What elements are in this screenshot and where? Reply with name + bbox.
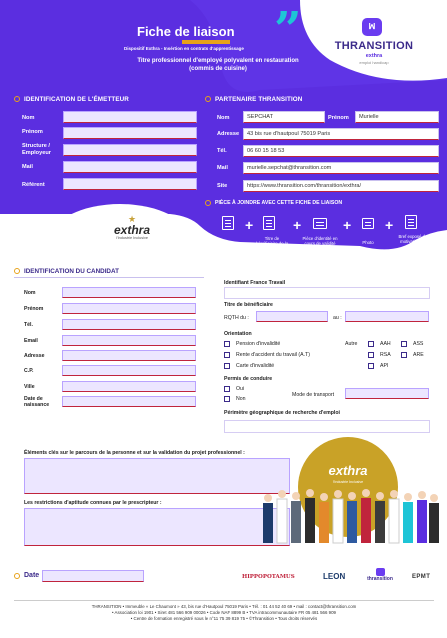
exthra-logo	[102, 214, 162, 254]
candidat-ville-input[interactable]	[62, 381, 196, 392]
partenaire-label-adresse: Adresse	[217, 131, 240, 137]
quote-mark-icon: ”	[274, 2, 302, 58]
pieces-title: PIÈCE À JOINDRE AVEC CETTE FICHE DE LIAISON	[215, 200, 343, 206]
partner-logo-thransition	[360, 568, 400, 582]
footer-line3: • Centre de formation enregistré sous le n°11 75 39 819 75 • ©Thransition • Tous droits réservés	[130, 616, 318, 621]
checkbox-permis-oui[interactable]	[224, 386, 230, 392]
emetteur-title: IDENTIFICATION DE L'ÉMETTEUR	[24, 96, 129, 103]
emetteur-mail-input[interactable]	[63, 161, 197, 173]
header-program	[120, 58, 316, 73]
emetteur-structure-input[interactable]	[63, 144, 197, 156]
program-line2: (commis de cuisine)	[189, 65, 247, 72]
orientation-aah: AAH	[380, 341, 391, 347]
partenaire-prenom-field[interactable]: Murielle	[355, 111, 439, 123]
orientation-pension: Pension d'invalidité	[236, 341, 281, 347]
checkbox-ass[interactable]	[401, 341, 407, 347]
rqth-label: RQTH du :	[224, 315, 249, 321]
partner-logo-leon: LEON	[323, 572, 346, 581]
partenaire-adresse-field[interactable]: 43 bis rue d'hautpoul 75019 Paris	[243, 128, 439, 140]
checkbox-rsa[interactable]	[368, 352, 374, 358]
partenaire-mail-field[interactable]: murielle.sepchat@thransition.com	[243, 162, 439, 174]
checkbox-carte[interactable]	[224, 363, 230, 369]
emetteur-label-nom: Nom	[22, 115, 35, 121]
emetteur-label-structure: Structure / Employeur	[22, 143, 51, 156]
checkbox-are[interactable]	[401, 352, 407, 358]
partner-thransition-text: thransition	[367, 576, 393, 582]
partenaire-label-tel: Tél.	[217, 148, 227, 154]
candidat-cp-input[interactable]	[62, 365, 196, 376]
exthra-badge-sub: l'Industrie Inclusive	[332, 480, 364, 484]
worker-figures-icon	[263, 489, 439, 543]
title-underline	[182, 40, 230, 44]
orientation-are: ARE	[413, 352, 424, 358]
candidat-nom-input[interactable]	[62, 287, 196, 298]
emetteur-label-mail: Mail	[22, 164, 33, 170]
candidat-label-adresse: Adresse	[24, 353, 45, 359]
permis-non: Non	[236, 396, 246, 402]
team-illustration	[258, 484, 444, 546]
piece-label-motivations: Bref exposé des motivations du candidat	[398, 234, 430, 249]
partner-thransition-mark-icon	[376, 568, 385, 576]
partner-logo-epmt: EPMT	[412, 574, 431, 580]
candidat-label-prenom: Prénom	[24, 306, 44, 312]
section-dot-icon	[14, 96, 20, 102]
emetteur-referent-input[interactable]	[63, 178, 197, 190]
candidat-label-ville: Ville	[24, 384, 35, 390]
cv-icon	[222, 216, 234, 230]
page-title: Fiche de liaison	[137, 24, 235, 39]
partenaire-site-field[interactable]: https://www.thransition.com/thransition/exthra/	[243, 180, 439, 192]
emetteur-nom-input[interactable]	[63, 111, 197, 123]
header-subtitle: Dispositif Exthra - Insértion en contrats d'apprentissage	[124, 46, 244, 51]
motivation-letter-icon	[405, 215, 417, 229]
partenaire-label-prenom: Prénom	[328, 115, 349, 121]
section-dot-icon	[14, 573, 20, 579]
piece-label-photo: Photo	[362, 240, 374, 245]
exthra-logo-text: exthra	[113, 223, 151, 237]
brand-sub: exthra	[365, 53, 383, 59]
emetteur-label-referent: Référent	[22, 182, 45, 188]
orientation-rsa: RSA	[380, 352, 391, 358]
orientation-label: Orientation	[224, 331, 252, 337]
restrictions-label: Les restrictions d'aptitude connues par le prescripteur :	[24, 500, 162, 506]
perimetre-input[interactable]	[224, 420, 430, 433]
piece-label-cv: CV	[225, 240, 231, 245]
perimetre-label: Périmètre géographique de recherche d'emploi	[224, 410, 340, 416]
section-dot-icon	[14, 268, 20, 274]
candidat-email-input[interactable]	[62, 335, 196, 346]
transport-input[interactable]	[345, 388, 429, 399]
title-document-icon	[263, 216, 275, 230]
rqth-from-input[interactable]	[256, 311, 328, 322]
candidat-prenom-input[interactable]	[62, 303, 196, 314]
checkbox-aah[interactable]	[368, 341, 374, 347]
thransition-logo	[322, 10, 442, 70]
permis-label: Permis de conduire	[224, 376, 273, 382]
checkbox-api[interactable]	[368, 363, 374, 369]
titre-label: Titre de bénéficiaire	[224, 302, 273, 308]
permis-oui: Oui	[236, 386, 245, 392]
checkbox-permis-non[interactable]	[224, 396, 230, 402]
piece-label-titre: Titre de bénéficiaire de la loi de février 2005	[254, 236, 290, 251]
section-dot-icon	[205, 200, 211, 206]
candidat-divider	[14, 277, 204, 278]
id-card-icon	[313, 218, 327, 229]
candidat-label-nom: Nom	[24, 290, 36, 296]
piece-label-identite: Pièce d'identité en cours de validité	[302, 236, 338, 246]
partner-logo-hippopotamus: HIPPOPOTAMUS	[242, 574, 295, 580]
emetteur-prenom-input[interactable]	[63, 127, 197, 139]
partenaire-label-mail: Mail	[217, 165, 228, 171]
candidat-label-email: Email	[24, 338, 38, 344]
footer-divider	[14, 600, 434, 601]
section-dot-icon	[205, 96, 211, 102]
plus-icon: +	[245, 217, 254, 233]
partenaire-tel-field[interactable]: 06 60 15 18 53	[243, 145, 439, 157]
elements-textarea[interactable]	[24, 458, 290, 494]
brand-tag: emploi handicap	[359, 60, 389, 65]
candidat-tel-input[interactable]	[62, 319, 196, 330]
orientation-rente: Rente d'accident du travail (A.T)	[236, 352, 310, 358]
au-label: au :	[333, 315, 342, 321]
transport-label: Mode de transport	[292, 392, 335, 398]
thransition-logo-mark-icon: ꟽ	[362, 18, 382, 36]
autre-label: Autre	[345, 341, 358, 347]
date-label: Date	[24, 572, 40, 579]
footer	[14, 604, 434, 622]
ft-label: Identifiant France Travail	[224, 280, 286, 286]
plus-icon: +	[343, 217, 352, 233]
ft-input[interactable]	[224, 287, 430, 299]
candidat-label-tel: Tél.	[24, 322, 33, 328]
orientation-ass: ASS	[413, 341, 424, 347]
checkbox-rente[interactable]	[224, 352, 230, 358]
exthra-badge-text: exthra	[328, 463, 368, 478]
candidat-naissance-input[interactable]	[62, 396, 196, 407]
partenaire-label-site: Site	[217, 183, 228, 189]
partenaire-title: PARTENAIRE THRANSITION	[215, 96, 303, 103]
footer-line2: • Association loi 1901 • Siret 481 566 909 00026 • Code NAF 8899 B • TVA intracommunautaire FR 05 481 566 909	[112, 610, 336, 615]
partenaire-nom-field[interactable]: SEPCHAT	[243, 111, 325, 123]
candidat-label-cp: C.P.	[24, 368, 34, 374]
footer-line1: THRANSITION • Immeuble « Le Chaumont » 43, bis rue d'Hautpoul 75019 Paris • Tél. : 01 44 52 40 69 • mail : contact@thransition.com	[91, 604, 357, 609]
brand-name: THRANSITION	[334, 40, 414, 52]
exthra-star-icon: ★	[127, 214, 137, 224]
exthra-logo-sub: l'Industrie Inclusive	[116, 236, 148, 240]
checkbox-pension[interactable]	[224, 341, 230, 347]
photo-icon	[362, 218, 374, 229]
orientation-carte: Carte d'invalidité	[236, 363, 275, 369]
emetteur-label-prenom: Prénom	[22, 129, 43, 135]
restrictions-textarea[interactable]	[24, 508, 290, 546]
program-line1: Titre professionnel d'employé polyvalent en restauration	[137, 58, 299, 64]
partenaire-label-nom: Nom	[217, 115, 230, 121]
candidat-adresse-input[interactable]	[62, 350, 196, 361]
candidat-title: IDENTIFICATION DU CANDIDAT	[24, 268, 119, 275]
plus-icon: +	[385, 217, 394, 233]
plus-icon: +	[293, 217, 302, 233]
rqth-to-input[interactable]	[345, 311, 429, 322]
elements-label: Éléments clés sur le parcours de la personne et sur la validation du projet professionnel :	[24, 450, 245, 456]
orientation-api: API	[380, 363, 389, 369]
date-input[interactable]	[42, 570, 144, 582]
candidat-label-naissance: Date de naissance	[24, 396, 50, 408]
